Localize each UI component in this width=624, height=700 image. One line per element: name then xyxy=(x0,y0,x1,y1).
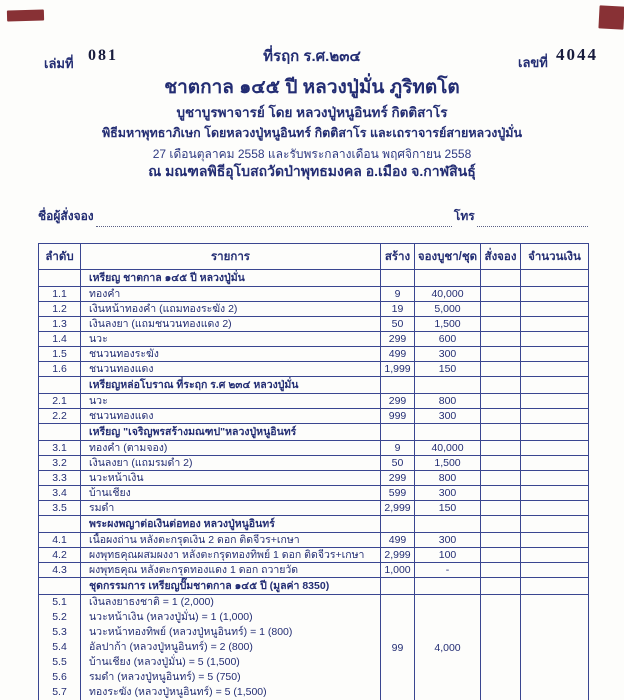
cell-order xyxy=(481,302,521,317)
cell-item: นวะ xyxy=(81,332,381,347)
cell-made: 9 xyxy=(381,287,415,302)
cell-item: เงินลงยา (แถมชนวนทองแดง 2) xyxy=(81,317,381,332)
cell-order xyxy=(481,377,521,394)
cell-order xyxy=(481,471,521,486)
cell-index: 1.2 xyxy=(39,302,81,317)
red-ink-stamp-right xyxy=(598,5,624,29)
cell-order xyxy=(481,394,521,409)
orderer-name-field xyxy=(96,213,452,227)
cell-order xyxy=(481,548,521,563)
cell-order xyxy=(481,578,521,595)
cell-index: 4.3 xyxy=(39,563,81,578)
set-line-item: อัลปาก้า (หลวงปู่หนูอินทร์) = 2 (800) xyxy=(89,641,253,653)
cell-price xyxy=(415,424,481,441)
section-header-row xyxy=(39,578,589,595)
col-header-item: รายการ xyxy=(81,244,381,270)
cell-made: 499 xyxy=(381,347,415,362)
cell-index: 3.5 xyxy=(39,501,81,516)
cell-price: 800 xyxy=(415,471,481,486)
cell-order xyxy=(481,441,521,456)
book-no: 081 xyxy=(88,47,118,64)
item-row xyxy=(39,394,589,409)
cell-order xyxy=(481,270,521,287)
page-title: ชาตกาล ๑๔๕ ปี หลวงปู่มั่น ภูริทตโต xyxy=(164,77,460,98)
committee-set-row xyxy=(39,595,589,700)
cell-made: 9 xyxy=(381,441,415,456)
cell-price xyxy=(415,578,481,595)
cell-price: 40,000 xyxy=(415,287,481,302)
set-line-item: บ้านเชียง (หลวงปู่มั่น) = 5 (1,500) xyxy=(89,656,240,668)
cell-item: ชนวนทองแดง xyxy=(81,409,381,424)
cell-price: 100 xyxy=(415,548,481,563)
cell-item: บ้านเชียง xyxy=(81,486,381,501)
section-header-row xyxy=(39,270,589,287)
item-row xyxy=(39,563,589,578)
section-header-row xyxy=(39,424,589,441)
cell-price: 300 xyxy=(415,533,481,548)
set-line-item: ทองระฆัง (หลวงปู่หนูอินทร์) = 5 (1,500) xyxy=(89,686,267,698)
cell-made: 999 xyxy=(381,409,415,424)
section-header-row xyxy=(39,377,589,394)
item-row xyxy=(39,287,589,302)
cell-order xyxy=(481,347,521,362)
item-row xyxy=(39,548,589,563)
item-row xyxy=(39,362,589,377)
cell-amount xyxy=(521,394,589,409)
cell-index: 1.3 xyxy=(39,317,81,332)
cell-index: 4.1 xyxy=(39,533,81,548)
cell-made: 2,999 xyxy=(381,548,415,563)
cell-item: เนื้อผงถ่าน หลังตะกรุดเงิน 2 ดอก ติดจีวร+เกษา xyxy=(81,533,381,548)
cell-amount xyxy=(521,595,589,700)
set-line-item: นวะหน้าทองทิพย์ (หลวงปู่หนูอินทร์) = 1 (800) xyxy=(89,626,293,638)
cell-price: 300 xyxy=(415,409,481,424)
cell-item: ทองคำ xyxy=(81,287,381,302)
cell-index xyxy=(39,377,81,394)
cell-amount xyxy=(521,501,589,516)
cell-order xyxy=(481,456,521,471)
cell-order xyxy=(481,533,521,548)
cell-made: 99 xyxy=(381,595,415,700)
cell-price: - xyxy=(415,563,481,578)
set-line-no: 5.5 xyxy=(52,656,67,668)
commemoration-note: ที่รฤก ร.ศ.๒๓๔ xyxy=(263,48,361,65)
cell-price: 4,000 xyxy=(415,595,481,700)
cell-order xyxy=(481,501,521,516)
cell-index xyxy=(39,578,81,595)
cell-made: 2,999 xyxy=(381,501,415,516)
cell-price xyxy=(415,270,481,287)
cell-amount xyxy=(521,516,589,533)
cell-order xyxy=(481,409,521,424)
section-title: เหรียญหล่อโบราณ ที่ระฤก ร.ศ ๒๓๔ หลวงปู่มั่น xyxy=(81,377,381,394)
cell-price: 800 xyxy=(415,394,481,409)
cell-price: 40,000 xyxy=(415,441,481,456)
cell-price: 1,500 xyxy=(415,456,481,471)
cell-made: 50 xyxy=(381,317,415,332)
cell-amount xyxy=(521,486,589,501)
cell-index: 1.1 xyxy=(39,287,81,302)
serial-no-label: เลขที่ xyxy=(518,55,548,70)
cell-made xyxy=(381,424,415,441)
cell-made: 50 xyxy=(381,456,415,471)
section-header-row xyxy=(39,516,589,533)
phone-label: โทร xyxy=(453,209,475,223)
cell-amount xyxy=(521,377,589,394)
cell-amount xyxy=(521,563,589,578)
cell-order xyxy=(481,563,521,578)
cell-made: 599 xyxy=(381,486,415,501)
cell-index: 1.5 xyxy=(39,347,81,362)
book-no-label: เล่มที่ xyxy=(44,56,74,71)
cell-price xyxy=(415,377,481,394)
col-header-price: จองบูชา/ชุด xyxy=(415,244,481,270)
cell-index: 3.2 xyxy=(39,456,81,471)
cell-made xyxy=(381,270,415,287)
cell-item: ทองคำ (ตามจอง) xyxy=(81,441,381,456)
cell-amount xyxy=(521,471,589,486)
cell-item: นวะ xyxy=(81,394,381,409)
cell-order xyxy=(481,332,521,347)
cell-amount xyxy=(521,533,589,548)
cell-amount xyxy=(521,548,589,563)
item-row xyxy=(39,317,589,332)
cell-index xyxy=(39,270,81,287)
item-row xyxy=(39,347,589,362)
cell-item: เงินลงยา (แถมรมดำ 2) xyxy=(81,456,381,471)
cell-made: 19 xyxy=(381,302,415,317)
orderer-line xyxy=(38,207,590,227)
cell-order xyxy=(481,424,521,441)
item-row xyxy=(39,456,589,471)
order-table-area xyxy=(38,243,588,700)
item-row xyxy=(39,332,589,347)
cell-amount xyxy=(521,409,589,424)
date-line: 27 เดือนตุลาคม 2558 และรับพระกลางเดือน พฤศจิกายน 2558 xyxy=(152,147,472,161)
item-row xyxy=(39,486,589,501)
cell-amount xyxy=(521,302,589,317)
cell-order xyxy=(481,317,521,332)
cell-price: 5,000 xyxy=(415,302,481,317)
cell-made: 299 xyxy=(381,471,415,486)
cell-amount xyxy=(521,317,589,332)
cell-price xyxy=(415,516,481,533)
cell-index: 2.2 xyxy=(39,409,81,424)
cell-index xyxy=(39,516,81,533)
cell-price: 600 xyxy=(415,332,481,347)
cell-made: 299 xyxy=(381,394,415,409)
item-row xyxy=(39,409,589,424)
cell-amount xyxy=(521,441,589,456)
serial-no: 4044 xyxy=(556,45,598,64)
cell-made: 1,999 xyxy=(381,362,415,377)
item-row xyxy=(39,302,589,317)
cell-item: ชนวนทองระฆัง xyxy=(81,347,381,362)
cell-index: 3.3 xyxy=(39,471,81,486)
cell-order xyxy=(481,486,521,501)
cell-made: 1,000 xyxy=(381,563,415,578)
col-header-amount: จำนวนเงิน xyxy=(521,244,589,270)
item-row xyxy=(39,471,589,486)
cell-made: 499 xyxy=(381,533,415,548)
section-title: เหรียญ "เจริญพรสร้างมณฑป"หลวงปู่หนูอินทร์ xyxy=(81,424,381,441)
cell-item: รมดำ xyxy=(81,501,381,516)
cell-amount xyxy=(521,332,589,347)
section-title: ชุดกรรมการ เหรียญปั๊มชาตกาล ๑๔๕ ปี (มูลค่า 8350) xyxy=(81,578,381,595)
col-header-index: ลำดับ xyxy=(39,244,81,270)
section-title: พระผงพญาต่อเงินต่อทอง หลวงปู่หนูอินทร์ xyxy=(81,516,381,533)
phone-field xyxy=(477,213,588,227)
item-row xyxy=(39,533,589,548)
set-line-no: 5.2 xyxy=(52,611,67,623)
cell-index xyxy=(39,424,81,441)
venue-line: ณ มณฑลพิธีอุโบสถวัดป่าพุทธมงคล อ.เมือง จ.กาฬสินธุ์ xyxy=(148,163,476,179)
set-line-item: รมดำ (หลวงปู่หนูอินทร์) = 5 (750) xyxy=(89,671,241,683)
cell-index: 1.6 xyxy=(39,362,81,377)
cell-item: ชนวนทองแดง xyxy=(81,362,381,377)
table-header-row xyxy=(39,244,589,270)
cell-price: 150 xyxy=(415,362,481,377)
order-table-body xyxy=(39,270,589,700)
cell-index: 1.4 xyxy=(39,332,81,347)
set-line-no: 5.4 xyxy=(52,641,67,653)
cell-order xyxy=(481,362,521,377)
cell-amount xyxy=(521,347,589,362)
cell-index: 4.2 xyxy=(39,548,81,563)
cell-made: 299 xyxy=(381,332,415,347)
col-header-order: สั่งจอง xyxy=(481,244,521,270)
cell-item: เงินหน้าทองคำ (แถมทองระฆัง 2) xyxy=(81,302,381,317)
cell-order xyxy=(481,516,521,533)
set-line-no: 5.7 xyxy=(52,686,67,698)
cell-price: 1,500 xyxy=(415,317,481,332)
order-table xyxy=(38,243,589,700)
cell-item: นวะหน้าเงิน xyxy=(81,471,381,486)
red-ink-stamp-left xyxy=(7,10,44,22)
cell-index: 2.1 xyxy=(39,394,81,409)
orderer-name-label: ชื่อผู้สั่งจอง xyxy=(38,209,94,223)
cell-amount xyxy=(521,424,589,441)
set-line-item: นวะหน้าเงิน (หลวงปู่มั่น) = 1 (1,000) xyxy=(89,611,253,623)
section-title: เหรียญ ชาตกาล ๑๔๕ ปี หลวงปู่มั่น xyxy=(81,270,381,287)
set-line-item: เงินลงยาธงชาติ = 1 (2,000) xyxy=(89,596,214,608)
cell-item: ผงพุทธคุณ หลังตะกรุดทองแดง 1 ดอก ถวายวัด xyxy=(81,563,381,578)
item-row xyxy=(39,441,589,456)
cell-index-stack xyxy=(39,595,81,700)
cell-price: 300 xyxy=(415,347,481,362)
cell-made xyxy=(381,516,415,533)
set-line-no: 5.1 xyxy=(52,596,67,608)
cell-made xyxy=(381,578,415,595)
cell-index: 3.1 xyxy=(39,441,81,456)
ceremony-line: พิธีมหาพุทธาภิเษก โดยหลวงปู่หนูอินทร์ กิตติสาโร และเถราจารย์สายหลวงปู่มั่น xyxy=(101,126,523,140)
cell-amount xyxy=(521,362,589,377)
cell-item-stack xyxy=(81,595,381,700)
item-row xyxy=(39,501,589,516)
col-header-made: สร้าง xyxy=(381,244,415,270)
cell-amount xyxy=(521,287,589,302)
cell-index: 3.4 xyxy=(39,486,81,501)
set-line-no: 5.3 xyxy=(52,626,67,638)
cell-item: ผงพุทธคุณผสมผงงา หลังตะกรุดทองทิพย์ 1 ดอก ติดจีวร+เกษา xyxy=(81,548,381,563)
cell-made xyxy=(381,377,415,394)
dedication-line: บูชาบูรพาจารย์ โดย หลวงปู่หนูอินทร์ กิตติสาโร xyxy=(176,105,448,120)
cell-price: 150 xyxy=(415,501,481,516)
cell-price: 300 xyxy=(415,486,481,501)
cell-amount xyxy=(521,270,589,287)
set-line-no: 5.6 xyxy=(52,671,67,683)
cell-amount xyxy=(521,456,589,471)
cell-order xyxy=(481,595,521,700)
cell-order xyxy=(481,287,521,302)
cell-amount xyxy=(521,578,589,595)
